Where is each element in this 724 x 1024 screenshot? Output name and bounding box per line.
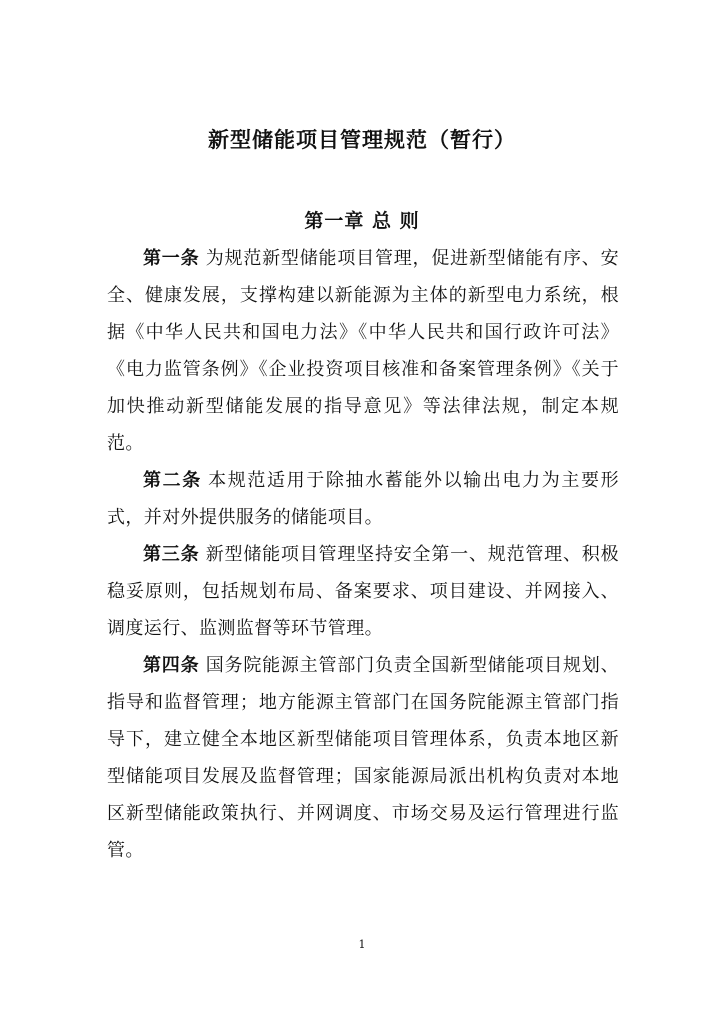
article-text: 新型储能项目管理坚持安全第一、规范管理、积极稳妥原则，包括规划布局、备案要求、项目建设、并网接入、调度运行、监测监督等环节管理。 — [107, 544, 619, 639]
article-2 — [107, 462, 619, 536]
article-label: 第四条 — [143, 655, 200, 676]
article-text: 国务院能源主管部门负责全国新型储能项目规划、指导和监督管理；地方能源主管部门在国务院能源主管部门指导下，建立健全本地区新型储能项目管理体系，负责本地区新型储能项目发展及监督管理；国家能源局派出机构负责对本地区新型储能政策执行、并网调度、市场交易及运行管理进行监管。 — [107, 655, 619, 861]
article-4 — [107, 647, 619, 869]
document-body — [107, 240, 619, 869]
article-3 — [107, 536, 619, 647]
article-label: 第二条 — [143, 470, 202, 491]
article-text: 本规范适用于除抽水蓄能外以输出电力为主要形式，并对外提供服务的储能项目。 — [107, 470, 619, 528]
page-number: 1 — [358, 938, 366, 951]
article-text: 为规范新型储能项目管理，促进新型储能有序、安全、健康发展，支撑构建以新能源为主体的新型电力系统，根据《中华人民共和国电力法》《中华人民共和国行政许可法》《电力监管条例》《企业投资项目核准和备案管理条例》《关于加快推动新型储能发展的指导意见》等法律法规，制定本规范。 — [107, 248, 619, 454]
document-title: 新型储能项目管理规范（暂行） — [208, 128, 516, 152]
article-label: 第一条 — [143, 248, 200, 269]
chapter-heading: 第一章 总 则 — [304, 210, 420, 232]
article-label: 第三条 — [143, 544, 200, 565]
article-1 — [107, 240, 619, 462]
